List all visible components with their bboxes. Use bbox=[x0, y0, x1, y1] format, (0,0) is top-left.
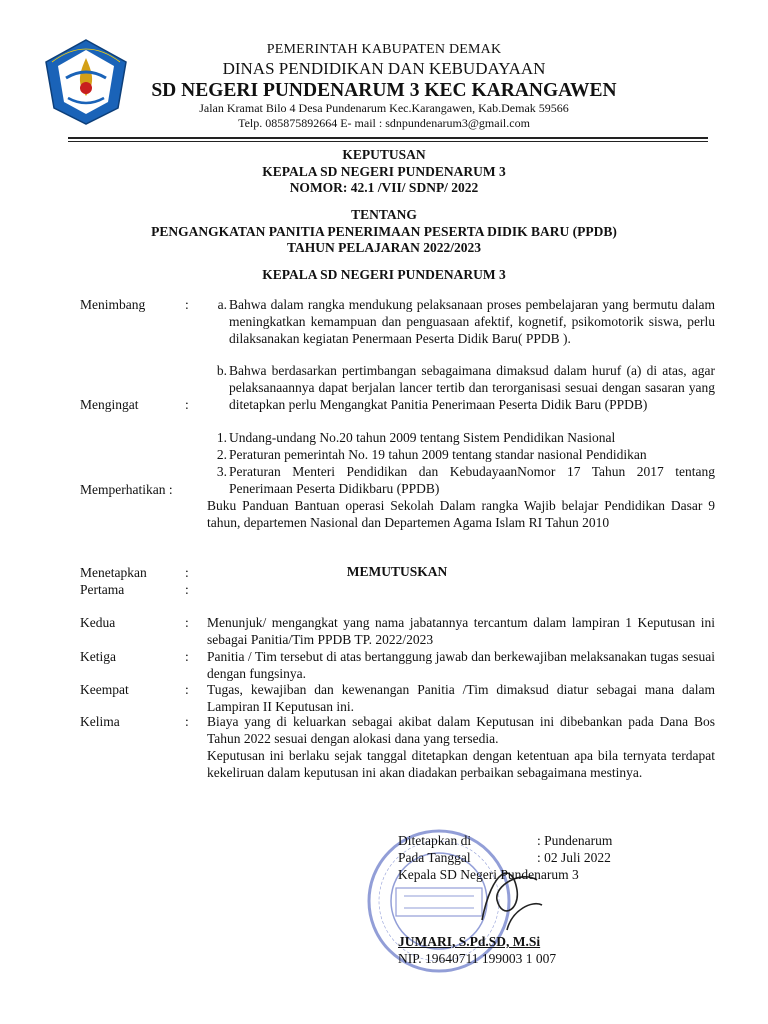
kedua-text: Menunjuk/ mengangkat yang nama jabatannya tercantum dalam lampiran 1 Keputusan ini sebagai Panitia/Tim PPDB TP. 2022/2023 bbox=[207, 615, 715, 647]
signature-place-value: : Pundenarum bbox=[537, 833, 613, 848]
header-government: PEMERINTAH KABUPATEN DEMAK bbox=[266, 42, 502, 57]
mengingat-item-1: Undang-undang No.20 tahun 2009 tentang Sistem Pendidikan Nasional bbox=[229, 430, 616, 445]
mengingat-item-3-mark: 3. bbox=[216, 464, 227, 479]
ketiga-text: Panitia / Tim tersebut di atas bertanggung jawab dan berkewajiban melaksanakan tugas sesuai dengan fungsinya. bbox=[207, 649, 715, 681]
menimbang-label: Menimbang bbox=[80, 297, 146, 312]
title-decision: KEPUTUSAN bbox=[342, 147, 426, 162]
pertama-colon: : bbox=[185, 582, 189, 597]
signature-position: Kepala SD Negeri Pundenarum 3 bbox=[398, 867, 579, 882]
keempat-colon: : bbox=[185, 682, 189, 697]
memutuskan-heading: MEMUTUSKAN bbox=[346, 564, 448, 579]
menetapkan-label: Menetapkan bbox=[80, 565, 147, 580]
kelima-text-closing: Keputusan ini berlaku sejak tanggal ditetapkan dengan ketentuan apa bila ternyata terdapat kekeliruan dalam keputusan ini akan diadakan perbaikan sebagaimana mestinya. bbox=[207, 748, 715, 780]
title-head: KEPALA SD NEGERI PUNDENARUM 3 bbox=[262, 164, 506, 179]
mengingat-item-3: Peraturan Menteri Pendidikan dan KebudayaanNomor 17 Tahun 2017 tentang Penerimaan Peserta Didikbaru (PPDB) bbox=[229, 464, 715, 496]
signature-date-value: : 02 Juli 2022 bbox=[537, 850, 611, 865]
menimbang-item-a: Bahwa dalam rangka mendukung pelaksanaan proses pembelajaran yang bermutu dalam meningkatkan kemampuan dan penguasaan afektif, kognetif, psikomotorik siswa, perlu dilaksanakan kegiatan Penermaan Peserta Didik Baru( PPDB ). bbox=[229, 297, 715, 346]
memperhatikan-text: Buku Panduan Bantuan operasi Sekolah Dalam rangka Wajib belajar Pendidikan Dasar 9 tahun, departemen Nasional dan Departemen Agama Islam RI Tahun 2010 bbox=[207, 498, 715, 530]
signature-nip: NIP. 19640711 199003 1 007 bbox=[398, 951, 557, 966]
keempat-text: Tugas, kewajiban dan kewenangan Panitia /Tim dimaksud diatur sebagai mana dalam Lampiran II Keputusan ini. bbox=[207, 682, 715, 714]
title-number: NOMOR: 42.1 /VII/ SDNP/ 2022 bbox=[289, 180, 479, 195]
title-subject-line1: PENGANGKATAN PANITIA PENERIMAAN PESERTA DIDIK BARU (PPDB) bbox=[151, 224, 617, 239]
mengingat-item-2-mark: 2. bbox=[216, 447, 227, 462]
memperhatikan-label: Memperhatikan : bbox=[80, 482, 173, 497]
kelima-text: Biaya yang di keluarkan sebagai akibat dalam Keputusan ini dibebankan pada Dana Bos Tahun 2022 sesuai dengan alokasi dana yang tersedia. bbox=[207, 714, 715, 746]
mengingat-colon: : bbox=[185, 397, 189, 412]
header-rule-thick bbox=[68, 137, 708, 139]
mengingat-item-1-mark: 1. bbox=[216, 430, 227, 445]
ketiga-label: Ketiga bbox=[80, 649, 116, 664]
kelima-colon: : bbox=[185, 714, 189, 729]
header-school-name: SD NEGERI PUNDENARUM 3 KEC KARANGAWEN bbox=[151, 80, 617, 101]
pertama-label: Pertama bbox=[80, 582, 125, 597]
signature-place-label: Ditetapkan di bbox=[398, 833, 472, 848]
mengingat-item-2: Peraturan pemerintah No. 19 tahun 2009 tentang standar nasional Pendidikan bbox=[229, 447, 647, 462]
header-contact: Telp. 085875892664 E- mail : sdnpundenarum3@gmail.com bbox=[238, 116, 530, 130]
menetapkan-colon: : bbox=[185, 565, 189, 580]
mengingat-label: Mengingat bbox=[80, 397, 139, 412]
kedua-label: Kedua bbox=[80, 615, 116, 630]
title-about: TENTANG bbox=[351, 207, 417, 222]
title-subject-line2: TAHUN PELAJARAN 2022/2023 bbox=[286, 240, 481, 255]
kelima-label: Kelima bbox=[80, 714, 120, 729]
keempat-label: Keempat bbox=[80, 682, 129, 697]
ketiga-colon: : bbox=[185, 649, 189, 664]
menimbang-item-b: Bahwa berdasarkan pertimbangan sebagaimana dimaksud dalam huruf (a) di atas, agar pelaksanaannya dapat berjalan lancer tertib dan terorganisasi sesuai dengan sasaran yang ditetapkan perlu Mengangkat Panitia Penerimaan Peserta Didik Baru (PPDB) bbox=[229, 363, 715, 412]
menimbang-colon: : bbox=[185, 297, 189, 312]
title-head-repeat: KEPALA SD NEGERI PUNDENARUM 3 bbox=[262, 267, 506, 282]
signature-date-label: Pada Tanggal bbox=[398, 850, 471, 865]
signature-name: JUMARI, S.Pd.SD, M.Si bbox=[398, 934, 541, 949]
menimbang-item-b-mark: b. bbox=[216, 363, 227, 378]
header-rule-thin bbox=[68, 141, 708, 142]
menimbang-item-a-mark: a. bbox=[217, 297, 227, 312]
kedua-colon: : bbox=[185, 615, 189, 630]
header-department: DINAS PENDIDIKAN DAN KEBUDAYAAN bbox=[222, 59, 546, 78]
header-address: Jalan Kramat Bilo 4 Desa Pundenarum Kec.Karangawen, Kab.Demak 59566 bbox=[199, 101, 569, 115]
